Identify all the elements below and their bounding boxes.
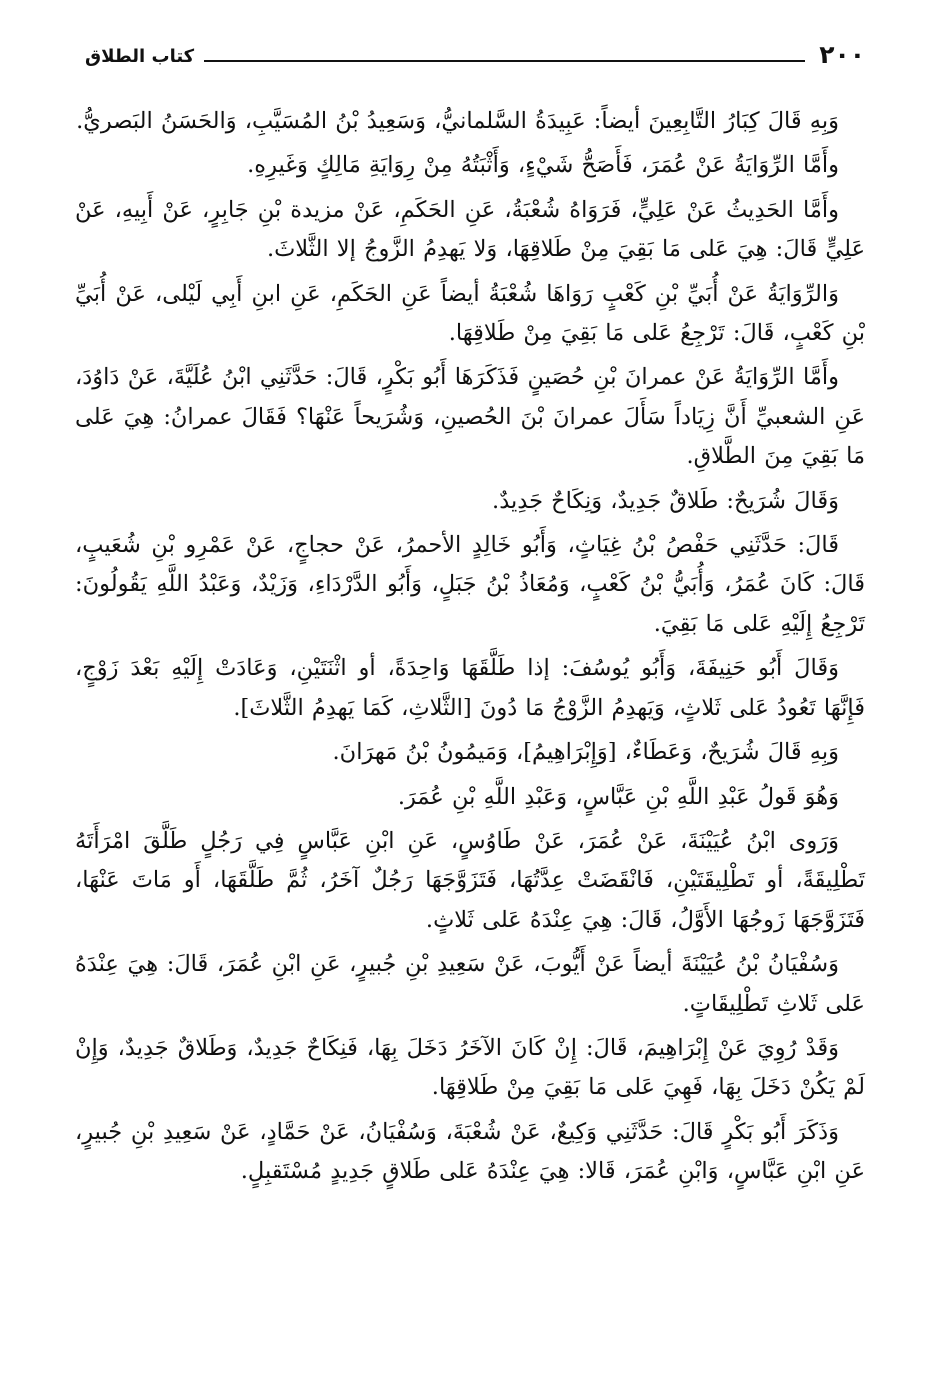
paragraph: قَالَ: حَدَّثَنِي حَفْصُ بْنُ غِيَاثٍ، وَأَبُو خَالِدٍ الأحمرُ، عَنْ حجاجٍ، عَنْ عَمْرِو بْنِ شُعَيبٍ، قَالَ: كَانَ عُمَرُ، وَأُبَيُّ بْنُ كَعْبٍ، وَمُعَاذُ بْنُ جَبَلٍ، وَأَبُو الدَّرْدَاءِ، وَزَيْدٌ، وَعَبْدُ اللَّهِ يَقُولُونَ: تَرْجِعُ إِلَيْهِ عَلى مَا بَقِيَ.: [75, 532, 865, 637]
paragraph: وأَمَّا الحَدِيثُ عَنْ عَلِيٍّ، فَرَوَاهُ شُعْبَةُ، عَنِ الحَكَمِ، عَنْ مزيدة بْنِ جَابِرٍ، عَنْ أَبِيهِ، عَنْ عَلِيٍّ قَالَ: هِيَ عَلى مَا بَقِيَ مِنْ طَلاقِهَا، وَلا يَهدِمُ الزَّوجُ إلا الثَّلاثَ.: [75, 196, 865, 263]
paragraph: وَهُوَ قَولُ عَبْدِ اللَّهِ بْنِ عَبَّاسٍ، وَعَبْدِ اللَّهِ بْنِ عُمَرَ.: [397, 783, 839, 810]
paragraph: وَقَالَ أَبُو حَنِيفَةَ، وَأَبُو يُوسُفَ: إذا طَلَّقَهَا وَاحِدَةً، أو اثْنَتَيْنِ، وَعَادَتْ إِلَيْهِ بَعْدَ زَوْجٍ، فَإِنَّهَا تَعُودُ عَلى ثَلاثٍ، وَيَهدِمُ الزَّوْجُ مَا دُونَ [الثَّلاثِ، كَمَا يَهدِمُ الثَّلاثَ].: [75, 655, 865, 721]
paragraph: وَقَدْ رُوِيَ عَنْ إِبْرَاهِيمَ، قَالَ: إِنْ كَانَ الآخَرُ دَخَلَ بِهَا، فَنِكَاحٌ جَدِيدٌ، وَطَلاقٌ جَدِيدٌ، وَإِنْ لَمْ يَكُنْ دَخَلَ بِهَا، فَهِيَ عَلى مَا بَقِيَ مِنْ طَلاقِهَا.: [75, 1034, 865, 1101]
paragraph: وَسُفْيَانُ بْنُ عُيَيْنَةَ أيضاً عَنْ أَيُّوبَ، عَنْ سَعِيدِ بْنِ جُبيرٍ، عَنِ ابْنِ عُمَرَ، قَالَ: هِيَ عِنْدَهُ عَلى ثَلاثِ تَطْلِيقَاتٍ.: [75, 951, 865, 1017]
paragraph: وَبِهِ قَالَ شُرَيحٌ، وَعَطَاءٌ، [وَإِبْرَاهِيمُ]، وَمَيمُونُ بْنُ مَهرَانَ.: [332, 739, 839, 766]
paragraph: وَقَالَ شُرَيحٌ: طَلاقٌ جَدِيدٌ، وَنِكَاحٌ جَدِيدٌ.: [492, 487, 839, 514]
header-rule: [204, 60, 805, 62]
paragraph: وَالرِّوَايَةُ عَنْ أُبَيِّ بْنِ كَعْبٍ رَوَاهَا شُعْبَةُ أيضاً عَنِ الحَكَمِ، عَنِ ابنِ أَبِي لَيْلى، عَنْ أُبَيِّ بْنِ كَعْبٍ، قَالَ: تَرْجِعُ عَلى مَا بَقِيَ مِنْ طَلاقِهَا.: [75, 280, 865, 347]
body-text: [75, 102, 865, 1197]
running-header: [85, 30, 865, 70]
book-title: كتاب الطلاق: [85, 46, 195, 67]
paragraph: وَذَكَرَ أَبُو بَكْرٍ قَالَ: حَدَّثَنِي وَكِيعٌ، عَنْ شُعْبَةَ، وَسُفْيَانُ، عَنْ حَمَّادٍ، عَنْ سَعِيدِ بْنِ جُبيرٍ، عَنِ ابْنِ عَبَّاسٍ، وَابْنِ عُمَرَ، قَالا: هِيَ عِنْدَهُ عَلى طَلاقٍ جَدِيدٍ مُسْتَقبِلٍ.: [75, 1118, 865, 1185]
paragraph: وأَمَّا الرِّوَايَةُ عَنْ عمرانَ بْنِ حُصَينٍ فَذَكَرَهَا أَبُو بَكْرٍ، قَالَ: حَدَّثَنِي ابْنُ عُلَيَّةَ، عَنْ دَاوُدَ، عَنِ الشعبيِّ أَنَّ زِيَاداً سَأَلَ عمرانَ بْنَ الحُصينِ، وَشُرَيحاً عَنْهَا؟ فَقَالَ عمرانُ: هِيَ عَلى مَا بَقِيَ مِنَ الطَّلاقِ.: [75, 364, 865, 470]
paragraph: وَرَوى ابْنُ عُيَيْنَةَ، عَنْ عُمَرَ، عَنْ طَاوُسٍ، عَنِ ابْنِ عَبَّاسٍ فِي رَجُلٍ طَلَّقَ امْرَأَتَهُ تَطْلِيقَةً، أو تَطْلِيقَتَيْنِ، فَانْقَضَتْ عِدَّتُهَا، فَتَزَوَّجَهَا رَجُلٌ آخَرُ، ثُمَّ طَلَّقَهَا، أَو مَاتَ عَنْهَا، فَتَزَوَّجَهَا زَوجُهَا الأَوَّلُ، قَالَ: هِيَ عِنْدَهُ عَلى ثَلاثٍ.: [75, 827, 865, 933]
paragraph: وَبِهِ قَالَ كِبَارُ التَّابِعِينَ أيضاً: عَبِيدَةُ السَّلمانيُّ، وَسَعِيدُ بْنُ المُسَيَّبِ، وَالحَسَنُ البَصريُّ.: [76, 108, 839, 134]
paragraph: وأَمَّا الرِّوَايَةُ عَنْ عُمَرَ، فَأَصَحُّ شَيْءٍ، وَأَثْبَتُهُ مِنْ رِوَايَةِ مَالِكٍ وَغَيرِهِ.: [247, 152, 839, 179]
page-number: ٢٠٠: [819, 40, 865, 69]
